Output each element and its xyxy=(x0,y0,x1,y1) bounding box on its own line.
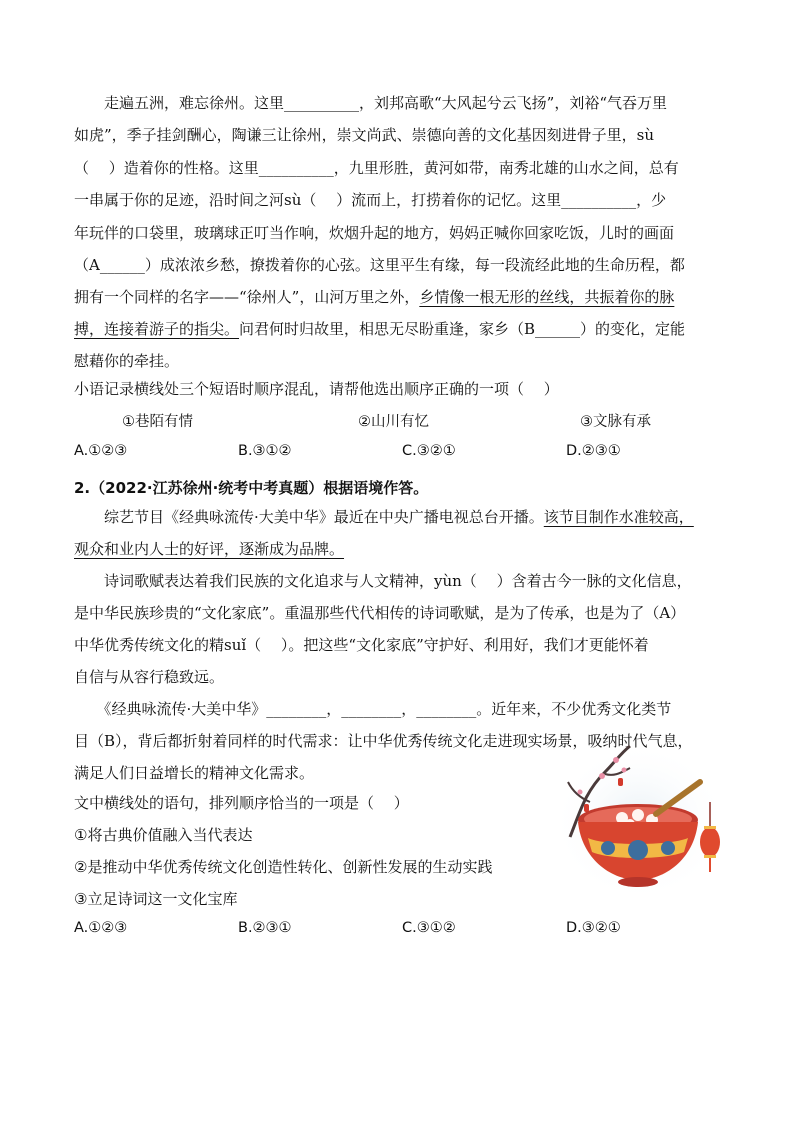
option-d[interactable]: D.②③① xyxy=(566,443,621,459)
option-b[interactable]: B.③①② xyxy=(238,443,292,459)
option-a[interactable]: A.①②③ xyxy=(74,443,128,459)
option-b[interactable]: B.②③① xyxy=(238,920,292,936)
q2-item: ①将古典价值融入当代表达 xyxy=(74,826,253,844)
passage-line-with-underline xyxy=(74,318,685,339)
option-c[interactable]: C.③②① xyxy=(402,443,456,459)
option-a[interactable]: A.①②③ xyxy=(74,920,128,936)
passage-line: 一串属于你的足迹，沿时间之河sù（ ）流而上，打捞着你的记忆。这里__________，少 xyxy=(74,191,667,209)
passage-line: 慰藉你的牵挂。 xyxy=(74,352,180,370)
q2-item: ③立足诗词这一文化宝库 xyxy=(74,890,238,908)
q2-item: ②是推动中华优秀传统文化创造性转化、创新性发展的生动实践 xyxy=(74,858,493,876)
passage-line: 走遍五洲，难忘徐州。这里__________，刘邦高歌“大风起兮云飞扬”，刘裕“气吞万里 xyxy=(74,94,668,112)
phrase-item: ①巷陌有情 xyxy=(122,414,193,430)
q2-para2-line: 是中华民族珍贵的“文化家底”。重温那些代代相传的诗词歌赋，是为了传承，也是为了（A） xyxy=(74,604,686,622)
underlined-sentence: 观众和业内人士的好评，逐渐成为品牌。 xyxy=(74,540,345,558)
q2-para3-line: 满足人们日益增长的精神文化需求。 xyxy=(74,764,315,782)
q2-para1-line2 xyxy=(74,538,344,559)
q2-para1-line1 xyxy=(74,506,694,527)
underlined-sentence: 搏，连接着游子的指尖。 xyxy=(74,320,240,338)
q2-para3-line: 目（B），背后都折射着同样的时代需求：让中华优秀传统文化走进现实场景，吸纳时代气息， xyxy=(74,732,693,750)
phrase-item: ③文脉有承 xyxy=(580,414,651,430)
q2-para2-line: 诗词歌赋表达着我们民族的文化追求与人文精神，yùn（ ）含着古今一脉的文化信息， xyxy=(74,572,692,590)
underlined-sentence: 乡情像一根无形的丝线，共振着你的脉 xyxy=(419,288,675,306)
passage-line: 年玩伴的口袋里，玻璃球正叮当作响，炊烟升起的地方，妈妈正喊你回家吃饭，儿时的画面 xyxy=(74,224,675,242)
passage-text: 拥有一个同样的名字——“徐州人”，山河万里之外， xyxy=(74,288,420,306)
tangyuan-bowl-illustration xyxy=(560,742,725,892)
passage-text: 问君何时归故里，相思无尽盼重逢，家乡（B______）的变化，定能 xyxy=(239,320,686,338)
option-c[interactable]: C.③①② xyxy=(402,920,456,936)
q2-question: 文中横线处的语句，排列顺序恰当的一项是（ ） xyxy=(74,794,409,812)
q2-para3-line: 《经典咏流传·大美中华》________，________，________。近年来，不少优秀文化类节 xyxy=(74,700,672,718)
underlined-sentence: 该节目制作水准较高， xyxy=(543,508,694,526)
option-d[interactable]: D.③②① xyxy=(566,920,621,936)
passage-line: 如虎”，季子挂剑酬心，陶谦三让徐州，崇文尚武、崇德向善的文化基因刻进骨子里，sù xyxy=(74,126,655,144)
para-text: 综艺节目《经典咏流传·大美中华》最近在中央广播电视总台开播。 xyxy=(74,508,544,526)
phrase-item: ②山川有忆 xyxy=(358,414,429,430)
passage-line: （A______）成浓浓乡愁，撩拨着你的心弦。这里平生有缘，每一段流经此地的生命历程，都 xyxy=(74,256,685,274)
q2-heading: 2.（2022·江苏徐州·统考中考真题）根据语境作答。 xyxy=(74,479,429,497)
q2-para2-line: 自信与从容行稳致远。 xyxy=(74,668,225,686)
passage-line-with-underline xyxy=(74,286,674,307)
passage-line: （ ）造着你的性格。这里__________，九里形胜，黄河如带，南秀北雄的山水之间，总有 xyxy=(74,159,679,177)
q2-para2-line: 中华优秀传统文化的精suǐ（ ）。把这些“文化家底”守护好、利用好，我们才更能怀着 xyxy=(74,636,649,654)
q1-question: 小语记录横线处三个短语时顺序混乱，请帮他选出顺序正确的一项（ ） xyxy=(74,380,559,398)
